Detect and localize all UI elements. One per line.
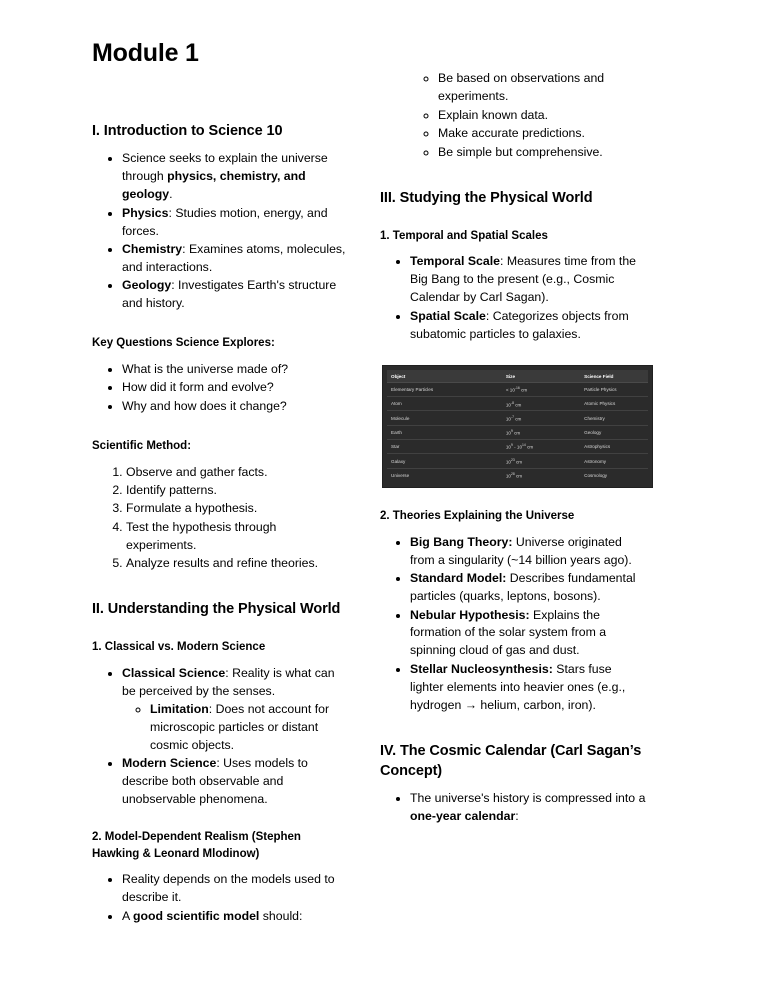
- section-heading-introduction-to-science: I. Introduction to Science 10: [92, 123, 283, 140]
- list-item: [410, 253, 648, 307]
- subheading-classical-vs-modern: 1. Classical vs. Modern Science: [92, 641, 266, 654]
- section-heading-cosmic-calendar: IV. The Cosmic Calendar (Carl Sagan’s Concept): [380, 742, 642, 779]
- section-heading-understanding-physical-world: II. Understanding the Physical World: [92, 601, 341, 618]
- theories-list: [380, 534, 648, 715]
- list-item-text: How did it form and evolve?: [122, 380, 274, 395]
- list-item-text: Why and how does it change?: [122, 398, 287, 413]
- scales-list: [380, 253, 648, 343]
- list-item-text: Be based on observations and experiments.: [438, 71, 605, 104]
- subheading-model-dependent-realism: 2. Model-Dependent Realism (Stephen Hawking & Leonard Mlodinow): [92, 831, 301, 860]
- cell-object: Elementary Particles: [387, 382, 502, 396]
- cell-size: < $10^{-16}$ cm: [502, 382, 580, 396]
- list-item: [122, 150, 348, 204]
- list-item: [410, 308, 648, 344]
- scale-table-body: [387, 382, 648, 482]
- list-item-text: Make accurate predictions.: [438, 126, 585, 141]
- list-item: [122, 379, 348, 397]
- list-item-text: Science seeks to explain the universe through physics, chemistry, and geology.: [122, 151, 328, 202]
- cell-science-field: Atomic Physics: [580, 397, 648, 411]
- key-questions-list: [92, 361, 348, 416]
- list-item: [122, 241, 348, 277]
- table-row: [387, 382, 648, 396]
- nested-list-item: ◦ Limitation: Does not account for microscopic particles or distant cosmic objects.: [150, 701, 348, 755]
- cell-science-field: Particle Physics: [580, 382, 648, 396]
- left-column: [92, 79, 370, 926]
- table-row: [387, 454, 648, 468]
- list-item: [122, 361, 348, 379]
- cell-science-field: Cosmology: [584, 472, 608, 478]
- cosmic-calendar-list: [380, 790, 648, 826]
- cell-size: $10^{23}$ cm: [502, 454, 580, 468]
- subheading-temporal-spatial-scales: 1. Temporal and Spatial Scales: [380, 229, 548, 242]
- list-item: [410, 534, 648, 570]
- classical-modern-list: [92, 665, 348, 809]
- list-item-text: Nebular Hypothesis: Explains the formation of the solar system from a spinning cloud of gas and dust.: [410, 607, 607, 658]
- spatial-scale-table: [387, 370, 648, 482]
- list-item-step: [126, 464, 348, 482]
- list-item-text: Observe and gather facts.: [126, 464, 268, 479]
- list-item-text: Test the hypothesis through experiments.: [126, 519, 277, 552]
- list-item-text: Temporal Scale: Measures time from the Big Bang to the present (e.g., Cosmic Calendar by Carl Sagan).: [410, 254, 636, 305]
- list-item-text: Chemistry: Examines atoms, molecules, and interactions.: [122, 242, 346, 274]
- list-item-step: [126, 482, 348, 500]
- nested-list: [122, 701, 348, 755]
- list-item-step: [126, 500, 348, 518]
- cell-object: Molecule: [387, 411, 502, 425]
- model-criteria-list: [380, 70, 648, 161]
- list-item-text: What is the universe made of?: [122, 362, 289, 376]
- spatial-scale-table-container: [382, 365, 653, 488]
- column-header-science-field: Science Field: [580, 370, 648, 382]
- list-item: [410, 661, 648, 715]
- list-item-step: [126, 519, 348, 555]
- cell-size: $10^{-7}$ cm: [502, 411, 580, 425]
- list-item-text: Analyze results and refine theories.: [126, 556, 319, 571]
- list-item-text: Stellar Nucleosynthesis: Stars fuse lighter elements into heavier ones (e.g., hydrogen → helium, carbon, iron).: [410, 661, 626, 712]
- scientific-method-steps: [92, 464, 348, 574]
- intro-bullet-list: [92, 150, 348, 313]
- list-item: [438, 107, 648, 125]
- table-header-row: [387, 370, 648, 382]
- list-item: [438, 125, 648, 143]
- list-item-text: A good scientific model should:: [122, 908, 303, 923]
- list-item: [122, 755, 348, 809]
- two-column-body: [92, 71, 680, 926]
- key-questions-label: Key Questions Science Explores:: [92, 337, 275, 350]
- cell-science-field: Astrophysics: [580, 440, 648, 454]
- cell-size: $10^{28}$ cm: [505, 472, 523, 479]
- list-item: [122, 665, 348, 755]
- list-item: [438, 70, 648, 106]
- list-item: [122, 398, 348, 416]
- list-item-text: The universe's history is compressed into a one-year calendar:: [410, 790, 646, 823]
- list-item-text: Big Bang Theory: Universe originated from a singularity (~14 billion years ago).: [410, 534, 632, 567]
- cell-science-field: Astronomy: [580, 454, 648, 468]
- list-item: [410, 790, 648, 826]
- cell-object: Earth: [387, 425, 502, 439]
- list-item-text: Explain known data.: [438, 107, 549, 122]
- cell-science-field: Geology: [580, 425, 648, 439]
- scientific-method-label: Scientific Method:: [92, 439, 192, 452]
- list-item-text: Identify patterns.: [126, 482, 217, 497]
- list-item: [122, 908, 348, 926]
- list-item-text: Spatial Scale: Categorizes objects from subatomic particles to galaxies.: [410, 308, 629, 341]
- column-header-size: Size: [502, 370, 580, 382]
- table-row: [387, 397, 648, 411]
- page-title: Module 1: [92, 39, 199, 67]
- cell-size: $10^{-8}$ cm: [502, 397, 580, 411]
- list-item: [410, 607, 648, 661]
- list-item: [122, 277, 348, 313]
- cell-object: Atom: [387, 397, 502, 411]
- cell-object: Universe: [391, 472, 410, 478]
- table-row: [387, 411, 648, 425]
- list-item-text: Reality depends on the models used to describe it.: [122, 872, 335, 905]
- list-item: [410, 570, 648, 606]
- list-item-text: Formulate a hypothesis.: [126, 501, 258, 516]
- list-item: [438, 144, 648, 162]
- list-item: [122, 205, 348, 241]
- cell-object: Galaxy: [387, 454, 502, 468]
- model-realism-list: [92, 871, 348, 925]
- list-item-text: Standard Model: Describes fundamental particles (quarks, leptons, bosons).: [410, 571, 636, 604]
- list-item-text: Physics: Studies motion, energy, and forces.: [122, 205, 328, 238]
- table-row: [387, 468, 648, 482]
- cell-object: Star: [387, 440, 502, 454]
- list-item: [122, 871, 348, 907]
- table-row: [387, 440, 648, 454]
- section-heading-studying-physical-world: III. Studying the Physical World: [380, 189, 593, 206]
- list-item-text: Be simple but comprehensive.: [438, 144, 603, 159]
- list-item-text: Modern Science: Uses models to describe both observable and unobservable phenomena.: [122, 756, 308, 807]
- column-header-object: Object: [387, 370, 502, 382]
- cell-size: $10^9$ cm: [502, 425, 580, 439]
- list-item-step: [126, 555, 348, 573]
- cell-science-field: Chemistry: [580, 411, 648, 425]
- cell-size: $10^9 - 10^{14}$ cm: [502, 440, 580, 454]
- table-row: [387, 425, 648, 439]
- list-item-text: Classical Science: Reality is what can be perceived by the senses.: [122, 665, 335, 698]
- right-column: [370, 62, 648, 926]
- subheading-theories-explaining-universe: 2. Theories Explaining the Universe: [380, 510, 575, 523]
- list-item-text: Geology: Investigates Earth's structure and history.: [122, 278, 337, 311]
